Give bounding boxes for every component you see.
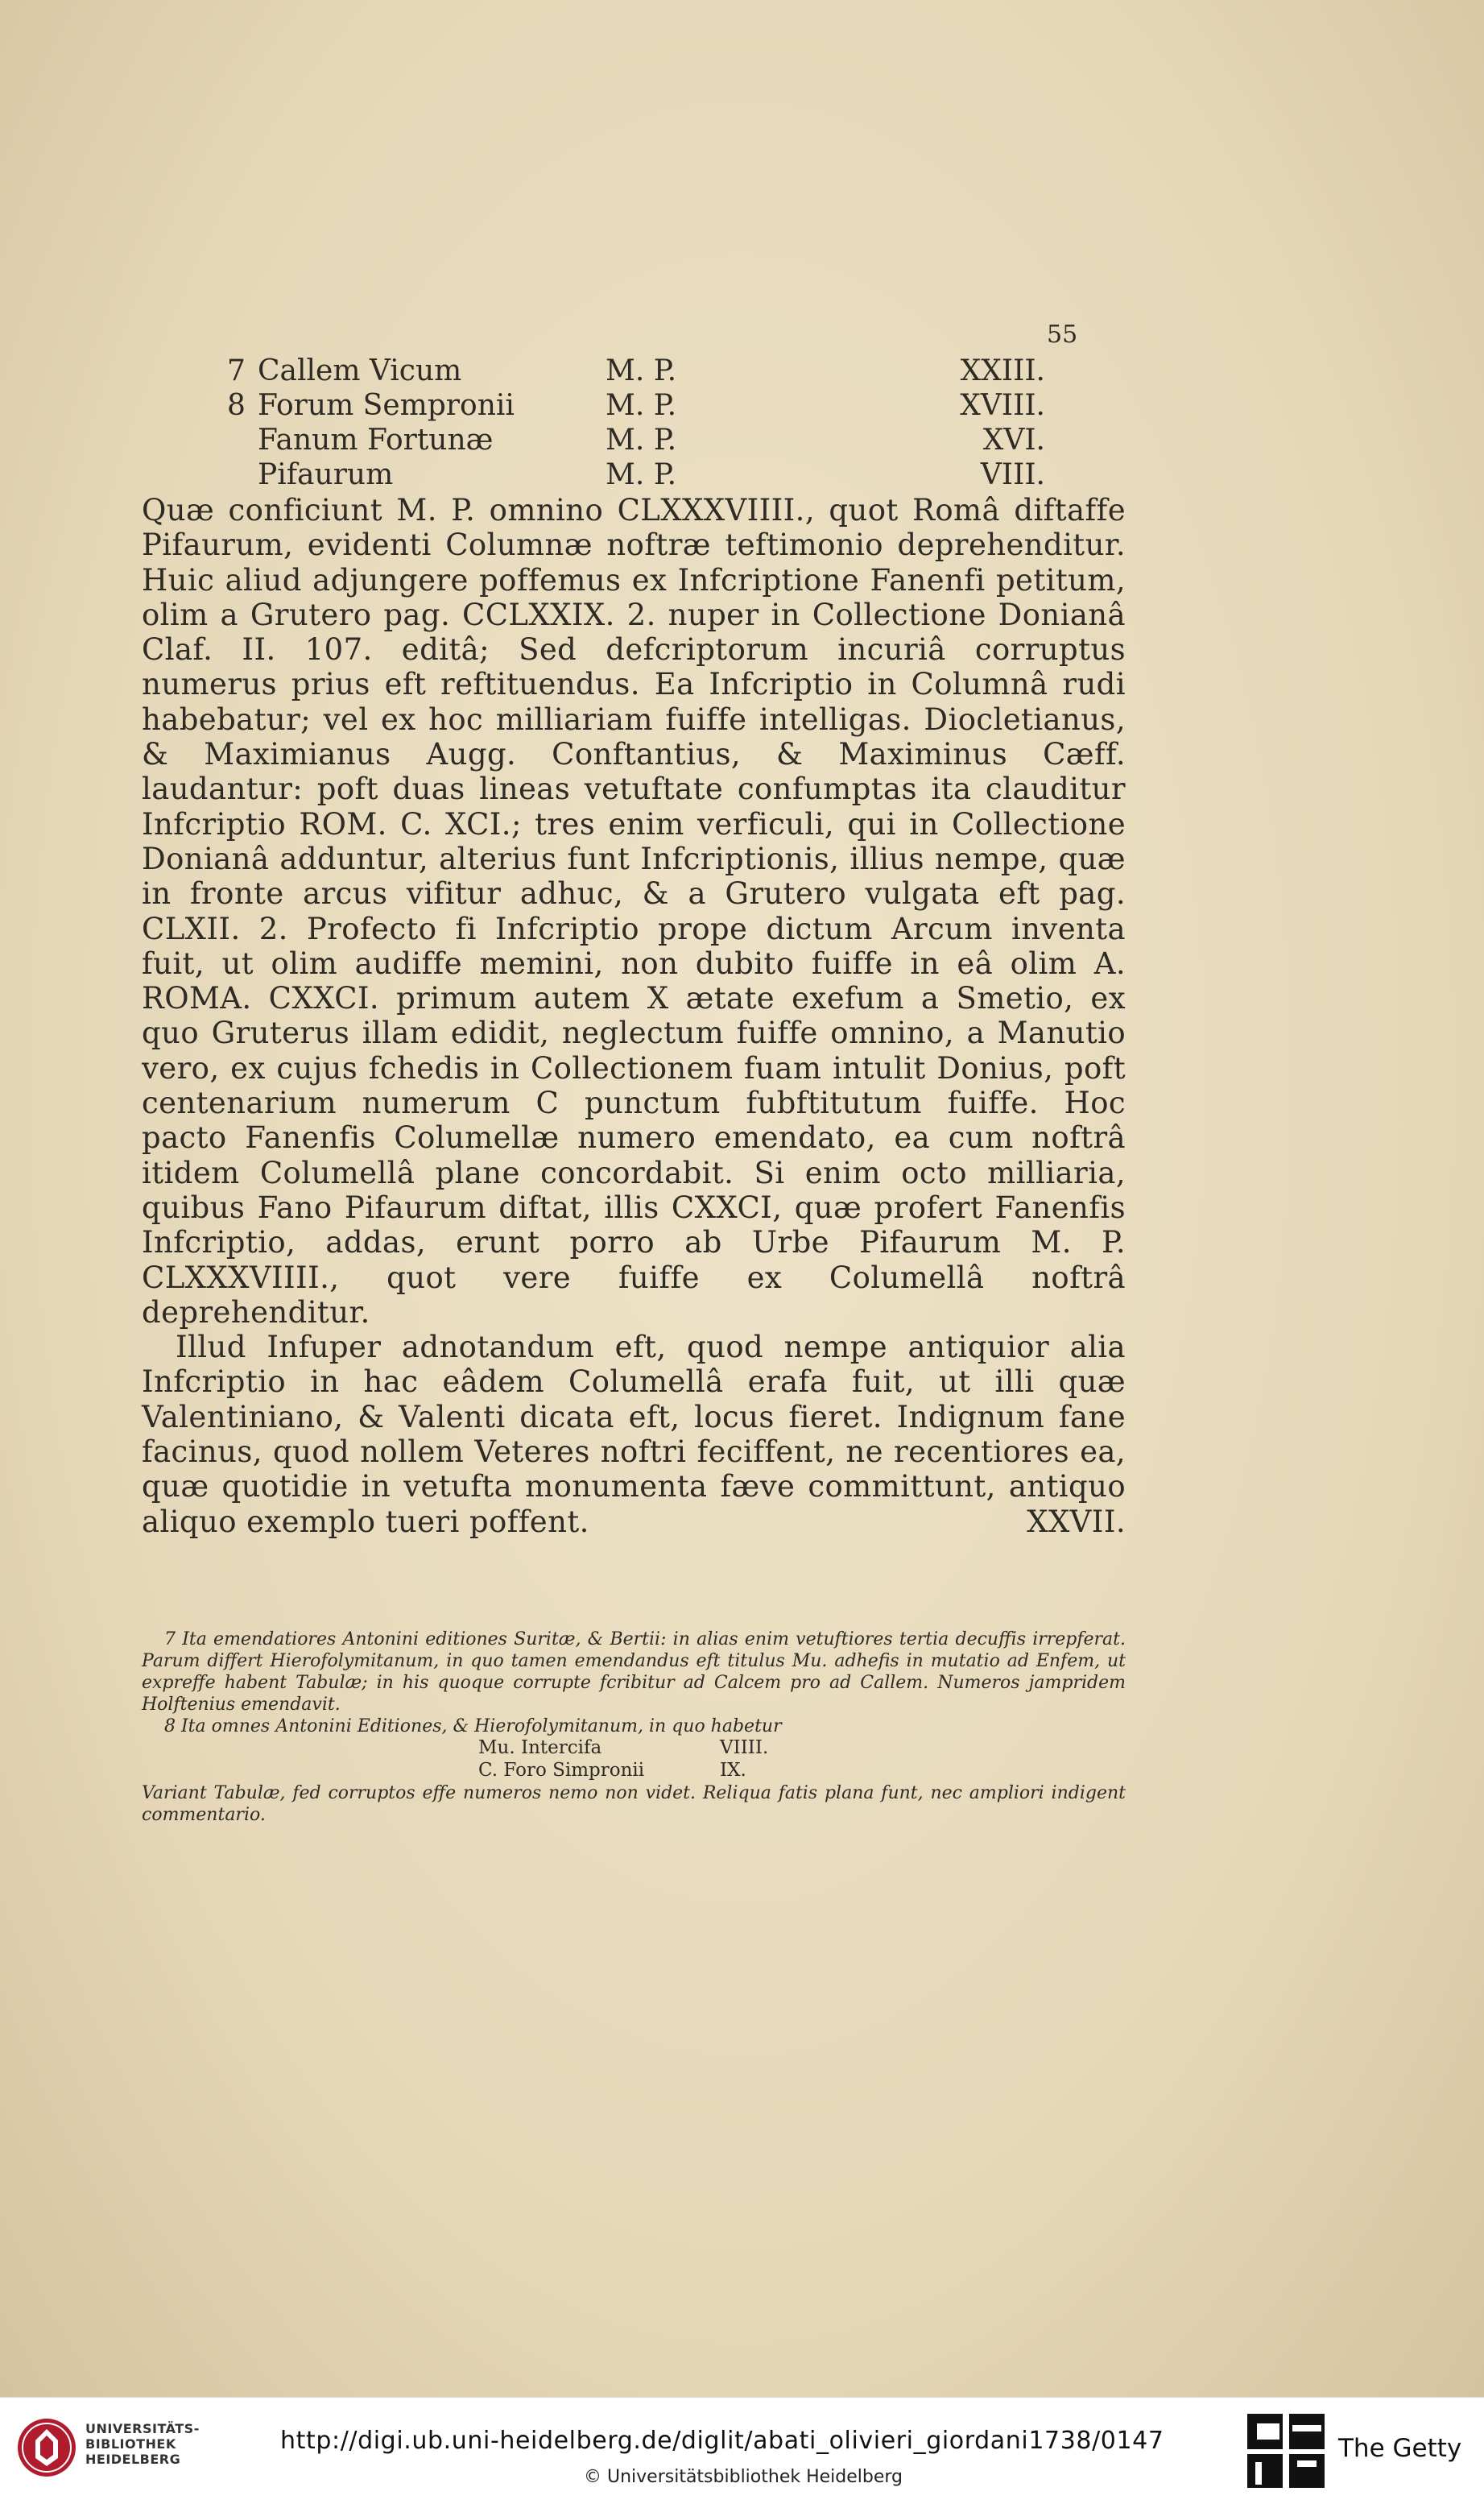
itinerary-row <box>0 387 1484 424</box>
distance-value: XXIII. <box>960 354 1045 387</box>
distance-value: VIII. <box>980 458 1045 491</box>
footnote-marker: 8 <box>227 389 246 422</box>
miles-abbrev: M. P. <box>606 354 677 387</box>
institution-line: UNIVERSITÄTS- <box>85 2421 200 2436</box>
distance-value: XVIII. <box>960 389 1045 422</box>
paragraph-number: XXVII. <box>1027 1504 1126 1539</box>
footnote-table-row <box>142 1760 1126 1782</box>
station-name: Pifaurum <box>258 458 394 491</box>
paragraph-text: Illud Infuper adnotandum eft, quod nempe antiquior alia Infcriptio in hac eâdem Columellâ erafa fuit, ut illi quæ Valentiniano, & Valenti dicata eft, locus fieret. Indignum fane facinus, quod nollem Veteres noftri feciffent, ne recentiores ea, quæ quotidie in vetufta monumenta fæve committunt, antiquo aliquo exemplo tueri poffent. <box>142 1330 1126 1539</box>
station-name: C. Foro Simpronii <box>478 1760 645 1781</box>
distance-value: XVI. <box>982 424 1045 457</box>
institution-line: BIBLIOTHEK <box>85 2436 176 2452</box>
station-name: Mu. Intercifa <box>478 1737 602 1758</box>
partner-name: The Getty <box>1338 2434 1462 2463</box>
miles-abbrev: M. P. <box>606 389 677 422</box>
getty-logo-icon <box>1244 2411 1329 2491</box>
station-name: Fanum Fortunæ <box>258 424 494 457</box>
distance-value: IX. <box>720 1760 746 1781</box>
institution-line: HEIDELBERG <box>85 2452 181 2467</box>
footnote-7: 7 Ita emendatiores Antonini editiones Suritæ, & Bertii: in alias enim vetuftiores tertia decuffis irrepferat. Parum differt Hierofolymitanum, in quo tamen emendandus eft titulus Mu. adhefis in mutatio ad Enfem, ut expreffe habent Tabulæ; in his quoque corrupte fcribitur ad Calcem pro ad Callem. Numeros jampridem Holftenius emendavit. <box>142 1629 1126 1715</box>
miles-abbrev: M. P. <box>606 424 677 457</box>
paragraph: Quæ conficiunt M. P. omnino CLXXXVIIII., quot Româ diftaffe Pifaurum, evidenti Columnæ noftræ teftimonio deprehenditur. Huic aliud adjungere poffemus ex Infcriptione Fanenfi petitum, olim a Grutero pag. CCLXXIX. 2. nuper in Collectione Donianâ Claf. II. 107. editâ; Sed defcriptorum incuriâ corruptus numerus prius eft reftituendus. Ea Infcriptio in Columnâ rudi habebatur; vel ex hoc milliariam fuiffe intelligas. Diocletianus, & Maximianus Augg. Conftantius, & Maximinus Cæff. laudantur: poft duas lineas vetuftate confumptas ita clauditur Infcriptio ROM. C. XCI.; tres enim verficuli, qui in Collectione Donianâ adduntur, alterius funt Infcriptionis, illius nempe, quæ in fronte arcus vifitur adhuc, & a Grutero vulgata eft pag. CLXII. 2. Profecto fi Infcriptio prope dictum Arcum inventa fuit, ut olim audiffe memini, non dubito fuiffe in eâ olim A. ROMA. CXXCI. primum autem X ætate exefum a Smetio, ex quo Gruterus illam edidit, neglectum fuiffe omnino, a Manutio vero, ex cujus fchedis in Collectionem fuam intulit Donius, poft centenarium numerum C punctum fubftitutum fuiffe. Hoc pacto Fanenfis Columellæ numero emendato, ea cum noftrâ itidem Columellâ plane concordabit. Si enim octo milliaria, quibus Fano Pifaurum diftat, illis CXXCI, quæ profert Fanenfis Infcriptio, addas, erunt porro ab Urbe Pifaurum M. P. CLXXXVIIII., quot vere fuiffe ex Columellâ noftrâ deprehenditur. <box>142 493 1126 1330</box>
footnote-8: 8 Ita omnes Antonini Editiones, & Hierofolymitanum, in quo habetur <box>164 1716 782 1736</box>
itinerary-row <box>0 457 1484 494</box>
station-name: Forum Sempronii <box>258 389 515 422</box>
page-number: 55 <box>1047 321 1078 349</box>
station-name: Callem Vicum <box>258 354 462 387</box>
institution-name <box>85 2421 200 2467</box>
itinerary-row <box>0 353 1484 390</box>
footnote-table-row <box>142 1737 1126 1760</box>
miles-abbrev: M. P. <box>606 458 677 491</box>
distance-value: VIIII. <box>720 1737 769 1758</box>
footnotes <box>142 1629 1126 1826</box>
paragraph <box>142 1330 1126 1539</box>
copyright-notice: © Universitätsbibliothek Heidelberg <box>584 2467 903 2487</box>
itinerary-row <box>0 422 1484 459</box>
permalink[interactable]: http://digi.ub.uni-heidelberg.de/diglit/abati_olivieri_giordani1738/0147 <box>280 2427 1164 2455</box>
footnote-8-continued: Variant Tabulæ, fed corruptos effe numeros nemo non videt. Reliqua fatis plana funt, nec ampliori indigent commentario. <box>142 1783 1126 1825</box>
body-text <box>142 493 1126 1539</box>
footnote-marker: 7 <box>227 354 246 387</box>
university-seal-icon <box>14 2416 79 2479</box>
